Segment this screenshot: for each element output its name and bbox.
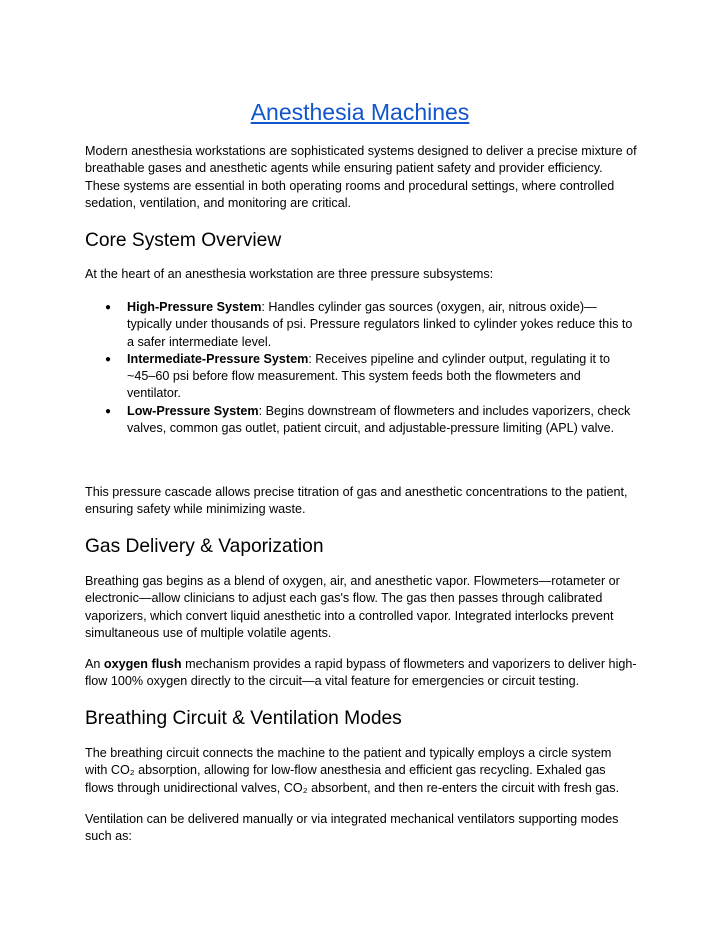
bullet-icon: ●	[105, 302, 112, 313]
list-item-term: High‑Pressure System	[127, 300, 262, 314]
pressure-list-block	[85, 299, 637, 437]
section-core	[85, 228, 637, 254]
intro-paragraph: Modern anesthesia workstations are sophisticated systems designed to deliver a precise mixture of breathable gases and anesthetic agents while ensuring patient safety and provider efficiency. These systems are essential in both operating rooms and procedural settings, where controlled sedation, ventilation, and monitoring are critical.	[85, 144, 637, 210]
core-lead-block	[85, 266, 637, 283]
oxygen-flush-post: mechanism provides a rapid bypass of flowmeters and vaporizers to deliver high-flow 100% oxygen directly to the circuit—a vital feature for emergencies or circuit testing.	[85, 657, 637, 689]
bullet-icon: ●	[105, 405, 112, 417]
section-circuit	[85, 706, 637, 732]
oxygen-flush-pre: An	[85, 657, 104, 671]
document-title-link[interactable]: Anesthesia Machines	[250, 99, 470, 125]
list-item-text: : Receives pipeline and cylinder output, regulating it to ~45–60 psi before flow measurement. This system feeds both the flowmeters and ventilator.	[127, 351, 611, 401]
list-item	[85, 351, 637, 403]
oxygen-flush-paragraph	[85, 656, 637, 691]
list-item-text: : Handles cylinder gas sources (oxygen, air, nitrous oxide)—typically under thousands of psi. Pressure regulators linked to cylinder yokes reduce this to a safer intermediate level.	[127, 300, 633, 349]
oxygen-flush-term: oxygen flush	[103, 657, 182, 671]
core-closing-block	[85, 484, 637, 519]
list-item-term: Intermediate‑Pressure System	[127, 351, 309, 366]
core-closing-paragraph: This pressure cascade allows precise titration of gas and anesthetic concentrations to the patient, ensuring safety while minimizing waste.	[85, 485, 628, 517]
section-heading-gas-delivery: Gas Delivery & Vaporization	[85, 536, 324, 557]
list-item	[85, 403, 637, 438]
core-lead-paragraph: At the heart of an anesthesia workstation are three pressure subsystems:	[85, 267, 494, 281]
section-gas	[85, 534, 637, 560]
section-heading-breathing-circuit: Breathing Circuit & Ventilation Modes	[85, 708, 402, 729]
gas-para1-block	[85, 573, 637, 642]
gas-para2-block	[85, 656, 637, 691]
gas-delivery-paragraph: Breathing gas begins as a blend of oxygen, air, and anesthetic vapor. Flowmeters—rotameter or electronic—allow clinicians to adjust each gas's flow. The gas then passes through calibrated vaporizers, which convert liquid anesthetic into a controlled vapor. Integrated interlocks prevent simultaneous use of multiple volatile agents.	[85, 574, 620, 640]
ventilation-paragraph: Ventilation can be delivered manually or via integrated mechanical ventilators supporting modes such as:	[85, 812, 619, 844]
circuit-para2-block	[85, 811, 637, 846]
list-item	[85, 299, 637, 351]
bullet-icon: ●	[105, 353, 112, 365]
pressure-subsystem-list	[85, 299, 637, 437]
section-heading-core: Core System Overview	[85, 230, 282, 251]
list-item-term: Low‑Pressure System	[127, 403, 259, 418]
list-item-text: : Begins downstream of flowmeters and includes vaporizers, check valves, common gas outlet, patient circuit, and adjustable‑pressure limiting (APL) valve.	[127, 403, 631, 436]
intro-paragraph-block	[85, 143, 637, 212]
breathing-circuit-paragraph: The breathing circuit connects the machine to the patient and typically employs a circle system with CO₂ absorption, allowing for low‑flow anesthesia and efficient gas recycling. Exhaled gas flows through unidirectional valves, CO₂ absorbent, and then re-enters the circuit with fresh gas.	[85, 746, 620, 795]
circuit-para1-block	[85, 745, 637, 797]
